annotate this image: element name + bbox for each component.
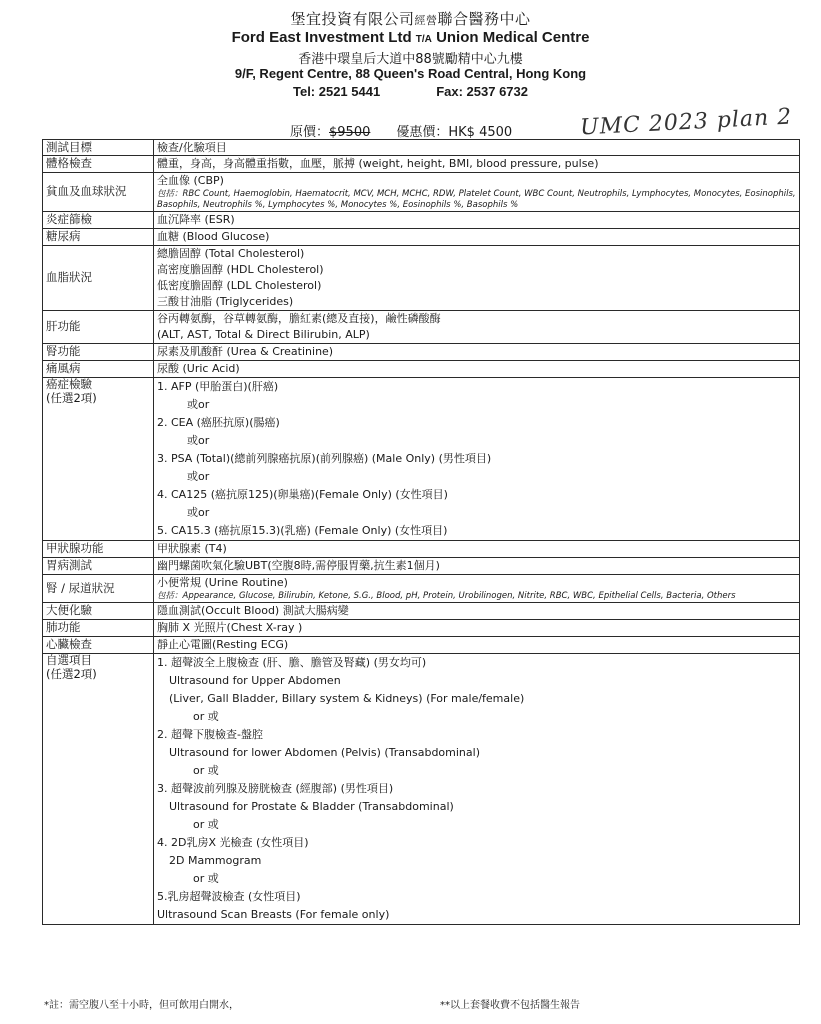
- item-line: 血糖 (Blood Glucose): [157, 230, 270, 244]
- col-header-items: 檢查/化驗項目: [154, 140, 800, 156]
- table-row: [43, 637, 800, 654]
- table-row: [43, 246, 800, 311]
- table-row: [43, 603, 800, 620]
- item-line: Ultrasound Scan Breasts (For female only): [157, 908, 390, 922]
- item-line: 高密度膽固醇 (HDL Cholesterol): [157, 263, 324, 277]
- row-category: 體格檢查: [43, 156, 154, 173]
- item-line: 尿素及肌酸酐 (Urea & Creatinine): [157, 345, 334, 359]
- table-row: [43, 575, 800, 603]
- row-category: 自選項目 (任選2項): [43, 654, 154, 925]
- table-row: [43, 654, 800, 925]
- table-row: [43, 378, 800, 541]
- item-line: 3. 超聲波前列腺及膀胱檢查 (經腹部) (男性項目): [157, 782, 394, 796]
- item-line: 血沉降率 (ESR): [157, 213, 235, 227]
- row-items: [154, 311, 800, 344]
- item-line: 5. CA15.3 (癌抗原15.3)(乳癌) (Female Only) (女性項目): [157, 524, 448, 538]
- item-line: 1. AFP (甲胎蛋白)(肝癌): [157, 380, 279, 394]
- contact-line: [0, 84, 821, 99]
- item-line: Ultrasound for Prostate & Bladder (Transabdominal): [169, 800, 454, 814]
- row-items: [154, 212, 800, 229]
- table-row: [43, 156, 800, 173]
- row-items: [154, 173, 800, 212]
- item-line: or 或: [193, 872, 219, 886]
- item-line: 或or: [187, 506, 210, 520]
- table-row: [43, 541, 800, 558]
- company-name-en: Ford East Investment Ltd T/A Union Medical Centre: [231, 29, 590, 46]
- item-line: (ALT, AST, Total & Direct Bilirubin, ALP): [157, 328, 370, 342]
- row-items: [154, 156, 800, 173]
- row-category: 糖尿病: [43, 229, 154, 246]
- col-header-target: 測試目標: [43, 140, 154, 156]
- row-category: 胃病測試: [43, 558, 154, 575]
- item-line: 低密度膽固醇 (LDL Cholesterol): [157, 279, 322, 293]
- item-line: 1. 超聲波全上腹檢查 (肝、膽、膽管及腎藏) (男女均可): [157, 656, 427, 670]
- fax: Fax: 2537 6732: [436, 84, 528, 99]
- item-line: 谷丙轉氨酶，谷草轉氨酶，膽紅素(總及直接)，鹼性磷酸酶: [157, 312, 441, 326]
- checkup-table: [42, 139, 800, 925]
- tel: Tel: 2521 5441: [292, 84, 381, 99]
- company-name-zh: 堡宜投資有限公司經營聯合醫務中心: [290, 10, 531, 28]
- row-category: 腎 / 尿道狀況: [43, 575, 154, 603]
- item-line: Ultrasound for lower Abdomen (Pelvis) (Transabdominal): [169, 746, 480, 760]
- item-line: Ultrasound for Upper Abdomen: [169, 674, 341, 688]
- item-line: 胸肺 X 光照片(Chest X-ray ): [157, 621, 303, 635]
- row-items: [154, 541, 800, 558]
- handwritten-note: UMC 2023 plan 2: [579, 104, 793, 141]
- price-line: 原價：$9500 優惠價：HK$ 4500: [290, 125, 513, 140]
- item-line: 2. CEA (癌胚抗原)(腸癌): [157, 416, 280, 430]
- item-line: 5.乳房超聲波檢查 (女性項目): [157, 890, 301, 904]
- item-line: 隱血測試(Occult Blood) 測試大腸病變: [157, 604, 349, 618]
- row-category: 貧血及血球狀況: [43, 173, 154, 212]
- row-items: [154, 361, 800, 378]
- item-line: 4. CA125 (癌抗原125)(卵巢癌)(Female Only) (女性項目): [157, 488, 448, 502]
- row-items: [154, 378, 800, 541]
- row-items: [154, 637, 800, 654]
- table-row: [43, 558, 800, 575]
- item-line: 三酸甘油脂 (Triglycerides): [157, 295, 294, 309]
- address-zh: 香港中環皇后大道中88號勵精中心九樓: [298, 52, 523, 67]
- table-row: [43, 361, 800, 378]
- table-row: [43, 311, 800, 344]
- item-line: 幽門螺菌吹氣化驗UBT(空腹8時,需停服胃藥,抗生素1個月): [157, 559, 440, 573]
- item-detail: 包括：RBC Count, Haemoglobin, Haematocrit, MCV, MCH, MCHC, RDW, Platelet Count, WBC Count, Neutrophils, Lymphocytes, Monocytes, Eosinophils, Basophils, Neutrophils %, Lymphocytes %, Monocytes %, Eosinophils %, Basophils %: [157, 189, 796, 211]
- item-line: 小便常規 (Urine Routine): [157, 576, 288, 590]
- item-line: 2. 超聲下腹檢查-盤腔: [157, 728, 263, 742]
- item-line: or 或: [193, 764, 219, 778]
- item-line: 2D Mammogram: [169, 854, 262, 868]
- address-en: 9/F, Regent Centre, 88 Queen's Road Central, Hong Kong: [234, 66, 587, 81]
- item-line: (Liver, Gall Bladder, Billary system & Kidneys) (For male/female): [169, 692, 525, 706]
- item-line: 甲狀腺素 (T4): [157, 542, 227, 556]
- item-line: 3. PSA (Total)(總前列腺癌抗原)(前列腺癌) (Male Only) (男性項目): [157, 452, 492, 466]
- row-category: 肝功能: [43, 311, 154, 344]
- row-items: [154, 603, 800, 620]
- item-line: 或or: [187, 434, 210, 448]
- discount-price: 優惠價：HK$ 4500: [396, 125, 513, 140]
- row-category: 心臟檢查: [43, 637, 154, 654]
- item-line: 尿酸 (Uric Acid): [157, 362, 240, 376]
- row-category: 癌症檢驗 (任選2項): [43, 378, 154, 541]
- table-row: [43, 620, 800, 637]
- table-row: [43, 173, 800, 212]
- original-price: $9500: [329, 125, 371, 140]
- row-category: 肺功能: [43, 620, 154, 637]
- item-line: 或or: [187, 398, 210, 412]
- row-category: 大便化驗: [43, 603, 154, 620]
- item-detail: 包括：Appearance, Glucose, Bilirubin, Ketone, S.G., Blood, pH, Protein, Urobilinogen, Nitrite, RBC, WBC, Epithelial Cells, Bacteria, Others: [157, 591, 736, 602]
- row-items: [154, 558, 800, 575]
- item-line: 4. 2D乳房X 光檢查 (女性項目): [157, 836, 309, 850]
- row-items: [154, 620, 800, 637]
- footnote-fasting: *註：需空腹八至十小時，但可飲用白開水，: [44, 1000, 239, 1011]
- table-header-row: [43, 140, 800, 156]
- table-row: [43, 212, 800, 229]
- row-category: 腎功能: [43, 344, 154, 361]
- table-row: [43, 344, 800, 361]
- row-items: [154, 575, 800, 603]
- footnote-report: **以上套餐收費不包括醫生報告: [440, 1000, 580, 1011]
- item-line: 全血像 (CBP): [157, 174, 224, 187]
- row-category: 炎症篩檢: [43, 212, 154, 229]
- row-category: 痛風病: [43, 361, 154, 378]
- table-row: [43, 229, 800, 246]
- row-category: 血脂狀況: [43, 246, 154, 311]
- item-line: 靜止心電圖(Resting ECG): [157, 638, 289, 652]
- row-items: [154, 229, 800, 246]
- row-items: [154, 246, 800, 311]
- item-line: or 或: [193, 710, 219, 724]
- item-line: 或or: [187, 470, 210, 484]
- item-line: or 或: [193, 818, 219, 832]
- item-line: 總膽固醇 (Total Cholesterol): [157, 247, 305, 261]
- item-line: 體重，身高，身高體重指數，血壓，脈搏 (weight, height, BMI, blood pressure, pulse): [157, 157, 599, 170]
- row-items: [154, 654, 800, 925]
- row-items: [154, 344, 800, 361]
- row-category: 甲狀腺功能: [43, 541, 154, 558]
